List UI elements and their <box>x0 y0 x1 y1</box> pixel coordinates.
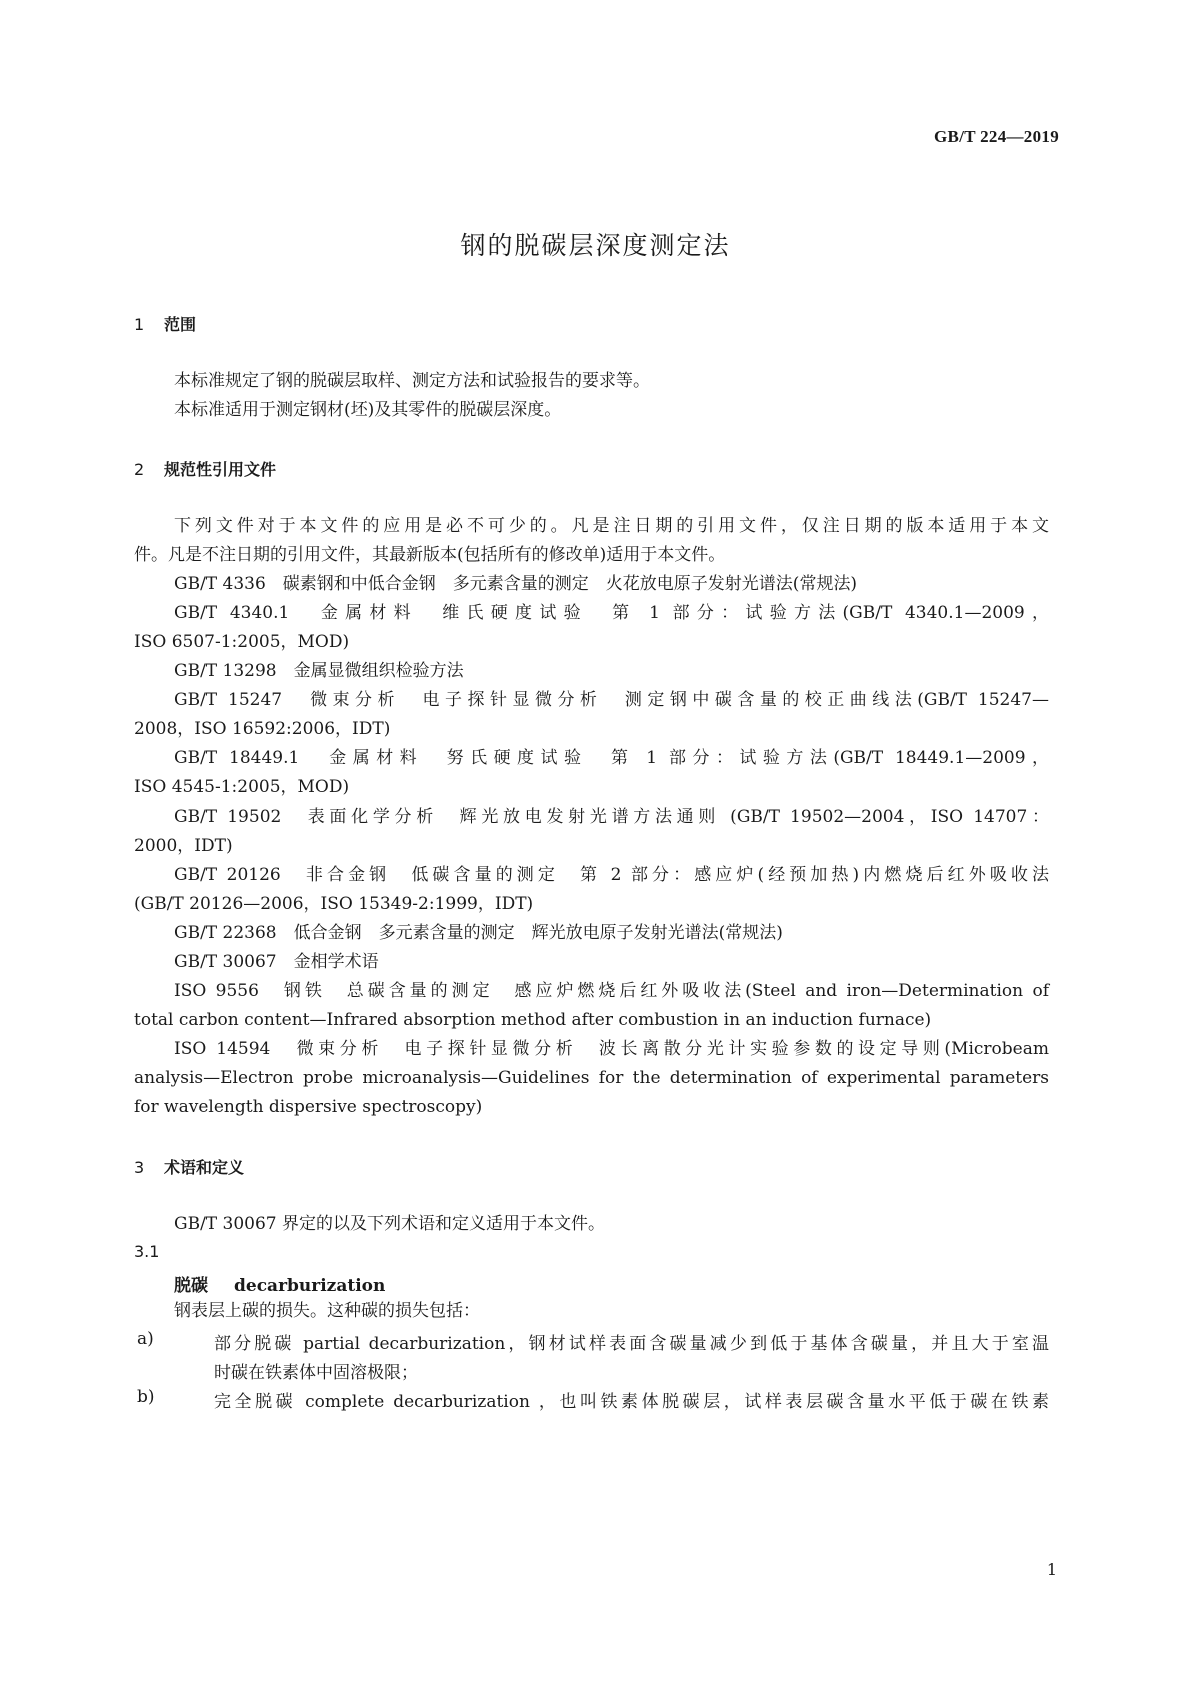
paragraph: 下列文件对于本文件的应用是必不可少的。凡是注日期的引用文件，仅注日期的版本适用于本文 <box>174 516 1049 536</box>
paragraph: 本标准规定了钢的脱碳层取样、测定方法和试验报告的要求等。 <box>174 371 650 391</box>
term-en: decarburization <box>234 1276 386 1296</box>
reference-item-cont: total carbon content—Infrared absorption method after combustion in an induction furnace) <box>134 1010 932 1030</box>
reference-item: GB/T 19502 表面化学分析 辉光放电发射光谱方法通则 (GB/T 19502—2004，ISO 14707： <box>174 807 1049 827</box>
document-title: 钢的脱碳层深度测定法 <box>460 231 731 260</box>
list-item: 部分脱碳 partial decarburization，钢材试样表面含碳量减少到低于基体含碳量，并且大于室温 <box>214 1334 1049 1354</box>
reference-item-cont: ISO 6507-1:2005，MOD) <box>134 632 350 652</box>
paragraph: 本标准适用于测定钢材(坯)及其零件的脱碳层深度。 <box>174 400 562 420</box>
reference-item: GB/T 20126 非合金钢 低碳含量的测定 第 2 部分：感应炉(经预加热)内燃烧后红外吸收法 <box>174 865 1049 885</box>
page-number: 1 <box>1046 1560 1057 1579</box>
reference-item: ISO 9556 钢铁 总碳含量的测定 感应炉燃烧后红外吸收法(Steel and iron—Determination of <box>174 981 1049 1001</box>
reference-item-cont: for wavelength dispersive spectroscopy) <box>134 1097 483 1117</box>
term-definition: 钢表层上碳的损失。这种碳的损失包括： <box>174 1301 480 1321</box>
reference-item-cont: 2008，ISO 16592:2006，IDT) <box>134 719 391 739</box>
reference-item-cont: analysis—Electron probe microanalysis—Guidelines for the determination of experimental parameters <box>134 1068 1049 1088</box>
term-heading <box>174 1271 385 1296</box>
reference-item: GB/T 15247 微束分析 电子探针显微分析 测定钢中碳含量的校正曲线法(GB/T 15247— <box>174 690 1049 710</box>
section-number: 2 <box>134 460 145 479</box>
section-2-heading <box>134 457 276 480</box>
reference-item-cont: 2000，IDT) <box>134 836 233 856</box>
list-item-cont: 时碳在铁素体中固溶极限； <box>214 1363 418 1383</box>
reference-item: ISO 14594 微束分析 电子探针显微分析 波长离散分光计实验参数的设定导则(Microbeam <box>174 1039 1049 1059</box>
list-item: 完全脱碳 complete decarburization ，也叫铁素体脱碳层，试样表层碳含量水平低于碳在铁素 <box>214 1392 1049 1412</box>
list-marker: b) <box>137 1387 155 1407</box>
section-title: 术语和定义 <box>164 1158 245 1177</box>
reference-item: GB/T 18449.1 金属材料 努氏硬度试验 第 1 部分：试验方法(GB/T 18449.1—2009， <box>174 748 1049 768</box>
list-marker: a) <box>137 1329 154 1349</box>
section-1-heading <box>134 312 196 335</box>
paragraph: GB/T 30067 界定的以及下列术语和定义适用于本文件。 <box>174 1214 606 1234</box>
reference-item: GB/T 30067 金相学术语 <box>174 952 379 972</box>
section-3-heading <box>134 1155 244 1178</box>
reference-item: GB/T 13298 金属显微组织检验方法 <box>174 661 464 681</box>
reference-item: GB/T 22368 低合金钢 多元素含量的测定 辉光放电原子发射光谱法(常规法) <box>174 923 783 943</box>
reference-item-cont: (GB/T 20126—2006，ISO 15349-2:1999，IDT) <box>134 894 534 914</box>
section-number: 1 <box>134 315 145 334</box>
term-number: 3.1 <box>134 1242 160 1261</box>
reference-item: GB/T 4340.1 金属材料 维氏硬度试验 第 1 部分：试验方法(GB/T 4340.1—2009， <box>174 603 1049 623</box>
term-zh: 脱碳 <box>174 1276 208 1296</box>
section-title: 规范性引用文件 <box>164 460 277 479</box>
standard-code: GB/T 224—2019 <box>934 127 1059 146</box>
paragraph: 件。凡是不注日期的引用文件，其最新版本(包括所有的修改单)适用于本文件。 <box>134 545 726 565</box>
reference-item: GB/T 4336 碳素钢和中低合金钢 多元素含量的测定 火花放电原子发射光谱法(常规法) <box>174 574 858 594</box>
section-title: 范围 <box>164 315 197 334</box>
reference-item-cont: ISO 4545-1:2005，MOD) <box>134 777 350 797</box>
section-number: 3 <box>134 1158 145 1177</box>
